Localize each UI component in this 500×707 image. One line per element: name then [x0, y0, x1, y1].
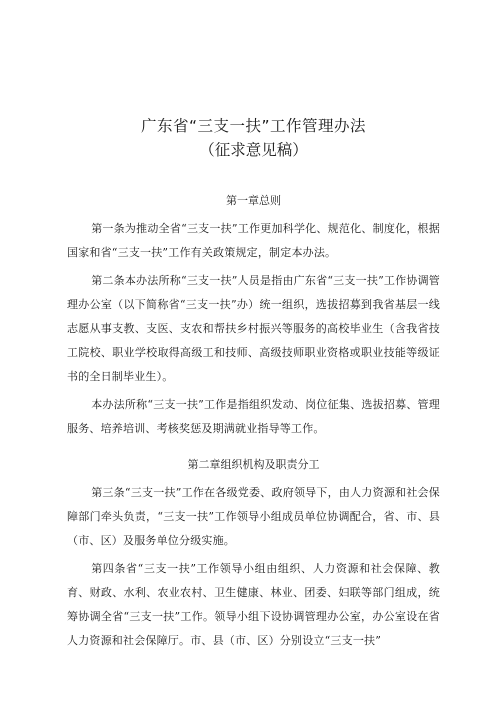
document-title: 广东省“三支一扶”工作管理办法: [140, 117, 367, 135]
title-block: [67, 0, 440, 161]
paragraph-article-2: 第二条本办法所称“三支一扶”人员是指由广东省“三支一扶”工作协调管理办公室（以下简称省“三支一扶”办）统一组织，选拔招募到我省基层一线志愿从事支教、支医、支农和帮扶乡村振兴等服务的高校毕业生（含我省技工院校、职业学校取得高级工和技师、高级技师职业资格或职业技能等级证书的全日制毕业生）。: [67, 274, 440, 383]
paragraph-article-2-note: 本办法所称“三支一扶”工作是指组织发动、岗位征集、选拔招募、管理服务、培养培训、考核奖惩及期满就业指导等工作。: [67, 398, 440, 435]
document-body: [67, 189, 440, 653]
paragraph-article-1: 第一条为推动全省“三支一扶”工作更加科学化、规范化、制度化，根据国家和省“三支一扶”工作有关政策规定，制定本办法。: [67, 222, 440, 259]
chapter-heading-2: 第二章组织机构及职责分工: [187, 458, 320, 471]
paragraph-article-3: 第三条“三支一扶”工作在各级党委、政府领导下，由人力资源和社会保障部门牵头负责，“三支一扶”工作领导小组成员单位协调配合，省、市、县（市、区）及服务单位分级实施。: [67, 486, 440, 547]
paragraph-article-4: 第四条省“三支一扶”工作领导小组由组织、人力资源和社会保障、教育、财政、水利、农业农村、卫生健康、林业、团委、妇联等部门组成，统筹协调全省“三支一扶”工作。领导小组下设协调管理办公室，办公室设在省人力资源和社会保障厅。市、县（市、区）分别设立“三支一扶”: [67, 562, 440, 647]
document-subtitle: （征求意见稿）: [199, 141, 308, 159]
chapter-heading-1: 第一章总则: [226, 194, 281, 207]
